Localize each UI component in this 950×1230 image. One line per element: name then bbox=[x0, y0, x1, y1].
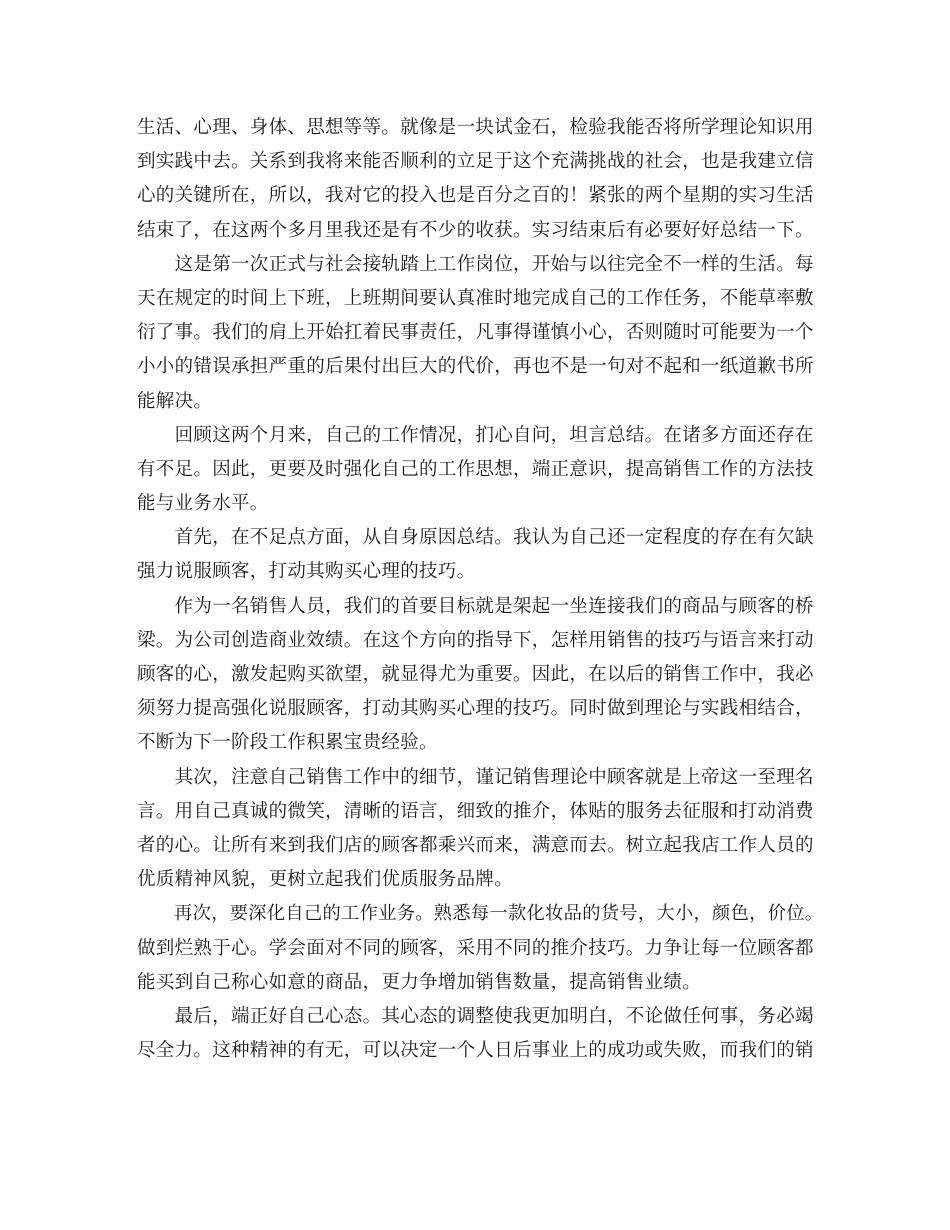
paragraph bbox=[137, 1000, 829, 1068]
paragraph bbox=[137, 897, 829, 1000]
text-line: 能解决。 bbox=[137, 390, 213, 412]
text-line: 顾客的心，激发起购买欲望，就显得尤为重要。因此，在以后的销售工作中，我必 bbox=[137, 664, 814, 685]
paragraph bbox=[137, 761, 829, 898]
paragraph bbox=[137, 111, 829, 248]
text-line: 结束了，在这两个多月里我还是有不少的收获。实习结束后有必要好好总结一下。 bbox=[137, 219, 814, 241]
text-line: 做到烂熟于心。学会面对不同的顾客，采用不同的推介技巧。力争让每一位顾客都 bbox=[137, 937, 814, 959]
text-line: 须努力提高强化说服顾客，打动其购买心理的技巧。同时做到理论与实践相结合， bbox=[137, 698, 814, 720]
text-line: 最后，端正好自己心态。其心态的调整使我更加明白，不论做任何事，务必竭 bbox=[137, 1005, 814, 1027]
text-line: 能买到自己称心如意的商品，更力争增加销售数量，提高销售业绩。 bbox=[137, 971, 702, 993]
text-line: 首先，在不足点方面，从自身原因总结。我认为自己还一定程度的存在有欠缺 bbox=[137, 527, 814, 549]
text-line: 能与业务水平。 bbox=[137, 493, 269, 515]
text-line: 心的关键所在，所以，我对它的投入也是百分之百的！紧张的两个星期的实习生活 bbox=[137, 185, 814, 207]
paragraph bbox=[137, 248, 829, 419]
text-line: 其次，注意自己销售工作中的细节，谨记销售理论中顾客就是上帝这一至理名 bbox=[137, 766, 814, 788]
document-body bbox=[137, 111, 829, 1068]
text-line: 天在规定的时间上下班，上班期间要认真准时地完成自己的工作任务，不能草率敷 bbox=[137, 287, 814, 309]
text-line: 作为一名销售人员，我们的首要目标就是架起一坐连接我们的商品与顾客的桥 bbox=[137, 595, 814, 617]
paragraph bbox=[137, 521, 829, 589]
paragraph bbox=[137, 419, 829, 522]
text-line: 有不足。因此，更要及时强化自己的工作思想，端正意识，提高销售工作的方法技 bbox=[137, 458, 814, 480]
text-line: 再次，要深化自己的工作业务。熟悉每一款化妆品的货号，大小，颜色，价位。 bbox=[137, 903, 824, 925]
paragraph bbox=[137, 590, 829, 761]
text-line: 小小的错误承担严重的后果付出巨大的代价，再也不是一句对不起和一纸道歉书所 bbox=[137, 356, 814, 378]
text-line: 言。用自己真诚的微笑，清晰的语言，细致的推介，体贴的服务去征服和打动消费 bbox=[137, 800, 814, 822]
text-line: 生活、心理、身体、思想等等。就像是一块试金石，检验我能否将所学理论知识用 bbox=[137, 117, 814, 138]
text-line: 者的心。让所有来到我们店的顾客都乘兴而来，满意而去。树立起我店工作人员的 bbox=[137, 834, 814, 856]
text-line: 这是第一次正式与社会接轨踏上工作岗位，开始与以往完全不一样的生活。每 bbox=[137, 253, 814, 275]
text-line: 回顾这两个月来，自己的工作情况，扪心自问，坦言总结。在诸多方面还存在 bbox=[137, 424, 814, 446]
text-line: 衍了事。我们的肩上开始扛着民事责任，凡事得谨慎小心，否则随时可能要为一个 bbox=[137, 322, 814, 344]
text-line: 不断为下一阶段工作积累宝贵经验。 bbox=[137, 732, 438, 754]
text-line: 优质精神风貌，更树立起我们优质服务品牌。 bbox=[137, 869, 514, 891]
text-line: 到实践中去。关系到我将来能否顺利的立足于这个充满挑战的社会，也是我建立信 bbox=[137, 151, 814, 173]
text-line: 强力说服顾客，打动其购买心理的技巧。 bbox=[137, 561, 476, 583]
text-line: 尽全力。这种精神的有无，可以决定一个人日后事业上的成功或失败，而我们的销 bbox=[137, 1040, 814, 1062]
text-line: 梁。为公司创造商业效绩。在这个方向的指导下，怎样用销售的技巧与语言来打动 bbox=[137, 629, 814, 651]
